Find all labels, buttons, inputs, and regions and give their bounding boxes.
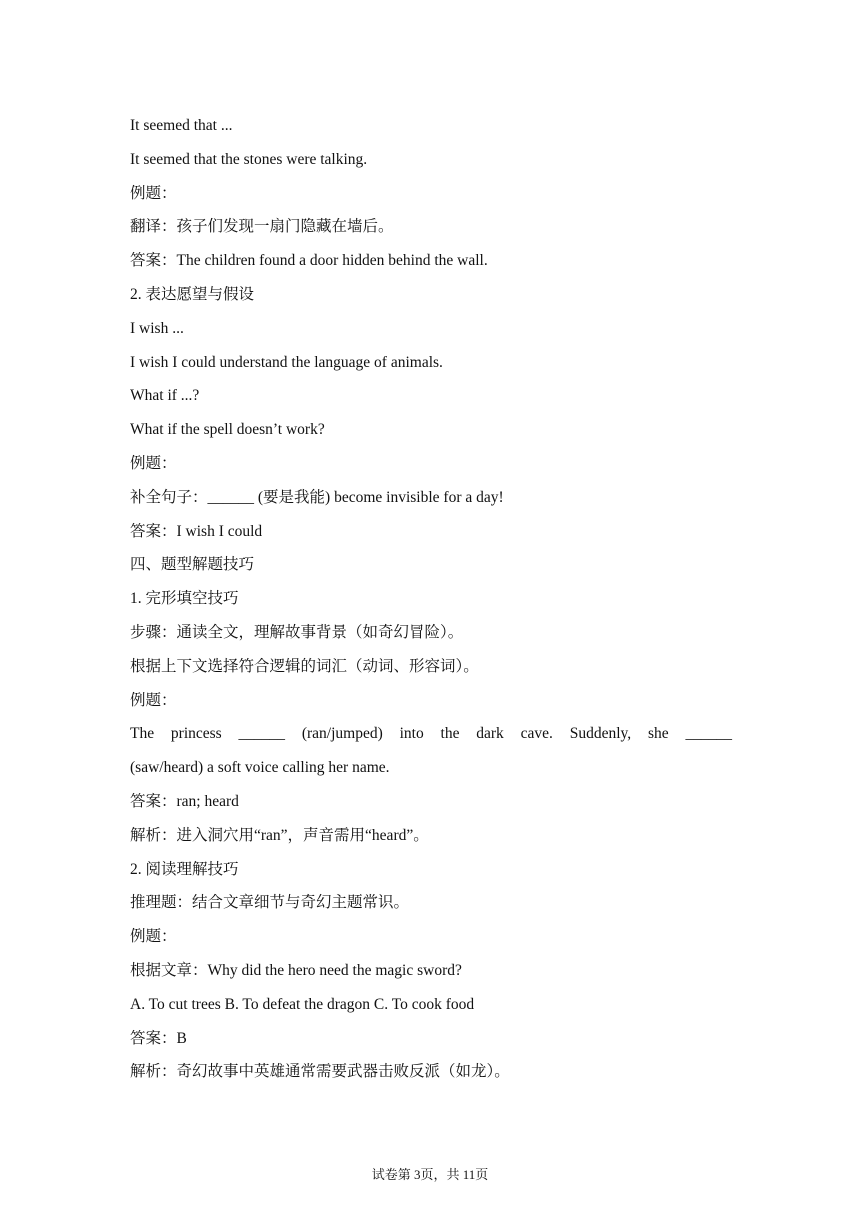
justified-example-line (130, 717, 732, 751)
word: the (440, 725, 460, 743)
word: princess (170, 725, 222, 743)
text-line: 步骤：通读全文，理解故事背景（如奇幻冒险）。 (130, 623, 464, 641)
text-line: 答案：ran; heard (130, 792, 239, 810)
section-heading: 1. 完形填空技巧 (130, 590, 239, 608)
text-line: 翻译：孩子们发现一扇门隐藏在墙后。 (130, 218, 394, 236)
text-line: What if ...? (130, 387, 200, 405)
text-line: What if the spell doesn’t work? (130, 421, 325, 439)
word: (ran/jumped) (301, 725, 383, 743)
text-line: It seemed that ... (130, 117, 233, 134)
text-line: A. To cut trees B. To defeat the dragon C. To cook food (130, 995, 475, 1013)
text-line: 解析：进入洞穴用“ran”，声音需用“heard”。 (130, 826, 429, 844)
text-line: 解析：奇幻故事中英雄通常需要武器击败反派（如龙）。 (130, 1063, 510, 1081)
blank: ______ (685, 725, 732, 743)
word: dark (476, 725, 504, 743)
word: cave. (520, 725, 553, 743)
text-line: I wish I could understand the language of animals. (130, 353, 443, 371)
text-line: 例题： (130, 454, 177, 472)
text-line: It seemed that the stones were talking. (130, 150, 368, 168)
text-line: 推理题：结合文章细节与奇幻主题常识。 (130, 894, 410, 912)
text-line: 根据上下文选择符合逻辑的词汇（动词、形容词）。 (130, 657, 479, 675)
text-line: 答案：The children found a door hidden behind the wall. (130, 252, 488, 270)
text-line: 例题： (130, 691, 177, 709)
blank: ______ (238, 725, 286, 743)
page-footer: 试卷第 3页，共 11页 (371, 1167, 489, 1182)
section-heading: 2. 阅读理解技巧 (130, 860, 239, 878)
text-line: 例题： (130, 184, 177, 202)
word: Suddenly, (569, 725, 632, 743)
word: into (399, 725, 424, 743)
text-line: I wish ... (130, 319, 184, 337)
text-line: 答案：I wish I could (130, 522, 263, 540)
word: she (647, 725, 669, 743)
text-line: 答案：B (130, 1029, 187, 1047)
text-line: 例题： (130, 928, 177, 946)
word: The (130, 725, 155, 743)
text-line: 根据文章：Why did the hero need the magic sword? (130, 961, 462, 979)
section-heading: 2. 表达愿望与假设 (130, 285, 255, 303)
section-heading: 四、题型解题技巧 (130, 556, 255, 574)
page-content (130, 109, 732, 1089)
text-line: 补全句子：______ (要是我能) become invisible for a day! (130, 488, 504, 506)
text-line: (saw/heard) a soft voice calling her name. (130, 759, 390, 777)
